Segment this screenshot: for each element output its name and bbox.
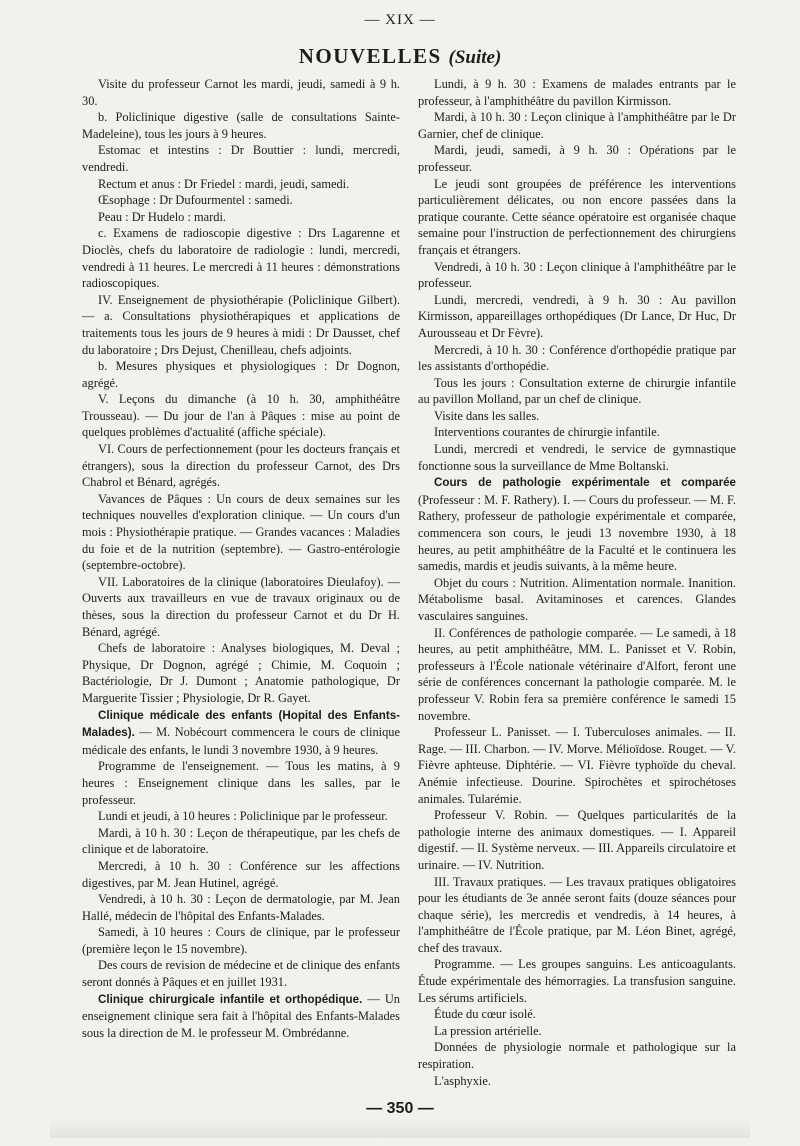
paragraph-text: Œsophage : Dr Dufourmentel : samedi. <box>98 193 293 208</box>
page-edge-shadow <box>50 1118 750 1138</box>
paragraph <box>418 375 736 408</box>
paragraph-text: Visite dans les salles. <box>434 408 540 423</box>
paragraph <box>82 808 400 825</box>
paragraph <box>82 209 400 226</box>
paragraph-text: Mardi, à 10 h. 30 : Leçon de thérapeutique, par les chefs de clinique et de laboratoire. <box>82 825 400 857</box>
paragraph <box>418 342 736 375</box>
paragraph <box>82 225 400 291</box>
paragraph <box>418 76 736 109</box>
paragraph <box>82 292 400 358</box>
left-column <box>82 76 400 1041</box>
paragraph <box>418 176 736 259</box>
paragraph <box>418 292 736 342</box>
paragraph <box>82 957 400 990</box>
paragraph <box>418 807 736 873</box>
paragraph-heading: Clinique chirurgicale infantile et orthopédique. <box>98 992 363 1006</box>
roman-page-number: — XIX — <box>364 12 436 28</box>
paragraph-heading: Cours de pathologie expérimentale et comparée <box>434 476 736 490</box>
paragraph <box>418 625 736 725</box>
paragraph-text: b. Mesures physiques et physiologiques : Dr Dognon, agrégé. <box>82 359 400 390</box>
paragraph-text: Vavances de Pâques : Un cours de deux semaines sur les techniques nouvelles d'exploration clinique. — Un cours d'un mois : Physiothérapie pratique. — Grandes vacances : Maladies du foie et de la nutrition (septembre). — Gastro-entérologie (septembre-octobre). <box>82 491 400 573</box>
paragraph-text: III. Travaux pratiques. — Les travaux pratiques obligatoires pour les étudiants de 3e année seront faits (douze séances pour chaque série), les mercredis et vendredis, à 14 heures, à l'amphithéâtre de l'École pratique, par M. Léon Binet, agrégé, chef des travaux. <box>418 874 736 955</box>
paragraph <box>82 924 400 957</box>
paragraph-text: Vendredi, à 10 h. 30 : Leçon clinique à l'amphithéâtre par le professeur. <box>418 259 736 291</box>
paragraph-text: Professeur V. Robin. — Quelques particularités de la pathologie interne des animaux domestiques. — I. Appareil digestif. — II. Système nerveux. — III. Appareils circulatoire et urinaire. — IV. Nutrition. <box>418 808 736 872</box>
paragraph-text: Samedi, à 10 heures : Cours de clinique, par le professeur (première leçon le 15 novembre). <box>82 925 400 956</box>
paragraph-text: Peau : Dr Hudelo : mardi. <box>98 209 227 224</box>
section-title <box>0 44 800 69</box>
paragraph-text: Objet du cours : Nutrition. Alimentation normale. Inanition. Métabolisme basal. Avitaminoses et carences. Glandes vasculaires sanguines. <box>418 575 736 623</box>
paragraph-text: — Un enseignement clinique sera fait à l'hôpital des Enfants-Malades sous la direction de M. le professeur M. Ombrédanne. <box>82 991 400 1040</box>
page-number: — 350 — <box>366 1100 434 1117</box>
paragraph-text: IV. Enseignement de physiothérapie (Policlinique Gilbert). — a. Consultations physiothérapiques et applications de traitements tous les jours de 9 heures à midi : Dr Dausset, chef du laboratoire ; Drs Dejust, Chenilleau, chefs adjoints. <box>82 292 400 357</box>
paragraph <box>418 441 736 474</box>
paragraph-text: Tous les jours : Consultation externe de chirurgie infantile au pavillon Molland, par un chef de clinique. <box>418 375 736 407</box>
paragraph <box>82 758 400 808</box>
paragraph <box>418 724 736 807</box>
paragraph <box>418 1006 736 1023</box>
paragraph-text: Lundi, mercredi, vendredi, à 9 h. 30 : Au pavillon Kirmisson, appareillages orthopédiques (Dr Lance, Dr Huc, Dr Aurousseau et Dr Fèvre). <box>418 292 736 340</box>
paragraph-text: Vendredi, à 10 h. 30 : Leçon de dermatologie, par M. Jean Hallé, médecin de l'hôpital des Enfants-Malades. <box>82 892 400 923</box>
paragraph-text: La pression artérielle. <box>434 1023 542 1038</box>
paragraph-text: V. Leçons du dimanche (à 10 h. 30, amphithéâtre Trousseau). — Du jour de l'an à Pâques : mise au point de quelques problèmes d'actualité (affiche spéciale). <box>82 392 400 440</box>
paragraph-text: Mardi, jeudi, samedi, à 9 h. 30 : Opérations par le professeur. <box>418 143 736 174</box>
paragraph-text: Rectum et anus : Dr Friedel : mardi, jeudi, samedi. <box>98 176 350 191</box>
paragraph-text: Le jeudi sont groupées de préférence les interventions particulièrement délicates, ou non encore passées dans la pratique courante. Cette séance opératoire est organisée chaque semaine pour l'instruction de perfectionnement des chirurgiens français et étrangers. <box>418 176 736 257</box>
paragraph <box>82 391 400 441</box>
paragraph <box>82 858 400 891</box>
paragraph-text: — M. Nobécourt commencera le cours de clinique médicale des enfants, le lundi 3 novembre 1930, à 9 heures. <box>82 725 400 757</box>
paragraph-text: Professeur L. Panisset. — I. Tuberculoses animales. — II. Rage. — III. Charbon. — IV. Morve. Mélioïdose. Rouget. — V. Fièvre aphteuse. Diphtérie. — VI. Fièvre typhoïde du cheval. Anémie infectieuse. Dourine. Spirochètes et spirochétoses animales. Tularémie. <box>418 725 736 806</box>
paragraph-heading: Clinique médicale des enfants (Hopital des Enfants-Malades). <box>82 708 400 740</box>
paragraph <box>82 176 400 193</box>
right-column <box>418 76 736 1089</box>
paragraph-text: VII. Laboratoires de la clinique (laboratoires Dieulafoy). — Ouverts aux travailleurs en vue de travaux originaux ou de thèses, sous la direction du professeur Carnot et du Dr H. Bénard, agrégé. <box>82 574 400 639</box>
paragraph-text: Visite du professeur Carnot les mardi, jeudi, samedi à 9 h. 30. <box>82 77 400 108</box>
paragraph-text: Lundi et jeudi, à 10 heures : Policlinique par le professeur. <box>98 809 388 824</box>
section-title-suffix: (Suite) <box>448 47 502 68</box>
paragraph <box>82 574 400 640</box>
paragraph-text: VI. Cours de perfectionnement (pour les docteurs français et étrangers), sous la direction du professeur Carnot, des Drs Chabrol et Bénard, agrégés. <box>82 442 400 490</box>
paragraph <box>82 707 400 759</box>
paragraph-text: b. Policlinique digestive (salle de consultations Sainte-Madeleine), tous les jours à 9 heures. <box>82 110 400 141</box>
paragraph-text: c. Examens de radioscopie digestive : Drs Lagarenne et Dioclès, chefs du laboratoire de radiologie : lundi, mercredi, vendredi à 11 heures. Le mercredi à 11 heures : démonstrations radioscopiques. <box>82 226 400 291</box>
paragraph <box>82 491 400 574</box>
paragraph <box>418 575 736 625</box>
paragraph-text: (Professeur : M. F. Rathery). I. — Cours du professeur. — M. F. Rathery, professeur de pathologie expérimentale et comparée, commencera son cours, le jeudi 13 novembre 1930, à 18 heures, au petit amphithéâtre de la Faculté et le continuera les samedis, mardis et jeudis suivants, à la même heure. <box>418 492 736 574</box>
paragraph-text: L'asphyxie. <box>434 1073 491 1088</box>
paragraph <box>418 474 736 575</box>
paragraph <box>82 76 400 109</box>
paragraph <box>82 640 400 706</box>
paragraph-text: Lundi, mercredi et vendredi, le service de gymnastique fonctionne sous la surveillance de Mme Boltanski. <box>418 442 736 473</box>
paragraph-text: Estomac et intestins : Dr Bouttier : lundi, mercredi, vendredi. <box>82 143 400 174</box>
paragraph <box>82 142 400 175</box>
paragraph <box>418 142 736 175</box>
paragraph-text: Des cours de revision de médecine et de clinique des enfants seront donnés à Pâques et en juillet 1931. <box>82 958 400 990</box>
paragraph-text: Lundi, à 9 h. 30 : Examens de malades entrants par le professeur, à l'amphithéâtre du pavillon Kirmisson. <box>418 77 736 108</box>
paragraph-text: Mercredi, à 10 h. 30 : Conférence d'orthopédie pratique par les assistants d'orthopédie. <box>418 342 736 374</box>
paragraph <box>82 192 400 209</box>
paragraph-text: Données de physiologie normale et pathologique sur la respiration. <box>418 1040 736 1072</box>
paragraph <box>418 874 736 957</box>
paragraph <box>418 109 736 142</box>
paragraph <box>418 259 736 292</box>
paragraph-text: Mardi, à 10 h. 30 : Leçon clinique à l'amphithéâtre par le Dr Garnier, chef de clinique. <box>418 110 736 141</box>
paragraph <box>82 109 400 142</box>
paragraph <box>82 825 400 858</box>
section-title-main: NOUVELLES <box>298 44 442 68</box>
paragraph-text: Chefs de laboratoire : Analyses biologiques, M. Deval ; Physique, Dr Dognon, agrégé ; Chimie, M. Coquoin ; Bactériologie, Dr J. Dumont ; Anatomie pathologique, Dr Marguerite Tissier ; Physiologie, Dr R. Gayet. <box>82 641 400 705</box>
paragraph-text: II. Conférences de pathologie comparée. — Le samedi, à 18 heures, au petit amphithéâtre, MM. L. Panisset et V. Robin, professeurs à l'École nationale vétérinaire d'Alfort, feront une série de conférences concernant la pathologie comparée. M. le professeur V. Robin fera sa première conférence le samedi 15 novembre. <box>418 625 736 723</box>
paragraph <box>82 891 400 924</box>
paragraph <box>418 1073 736 1090</box>
paragraph <box>82 358 400 391</box>
paragraph <box>418 1039 736 1072</box>
paragraph-text: Mercredi, à 10 h. 30 : Conférence sur les affections digestives, par M. Jean Hutinel, agrégé. <box>82 858 400 890</box>
paragraph <box>418 956 736 1006</box>
paragraph-text: Interventions courantes de chirurgie infantile. <box>434 425 660 440</box>
paragraph <box>82 991 400 1042</box>
paragraph <box>418 424 736 441</box>
paragraph-text: Étude du cœur isolé. <box>434 1007 536 1022</box>
paragraph <box>418 1023 736 1040</box>
paragraph-text: Programme. — Les groupes sanguins. Les anticoagulants. Étude expérimentale des hémorragies. La transfusion sanguine. Les sérums artificiels. <box>418 957 736 1005</box>
paragraph <box>418 408 736 425</box>
paragraph <box>82 441 400 491</box>
paragraph-text: Programme de l'enseignement. — Tous les matins, à 9 heures : Enseignement clinique dans les salles, par le professeur. <box>82 759 400 807</box>
